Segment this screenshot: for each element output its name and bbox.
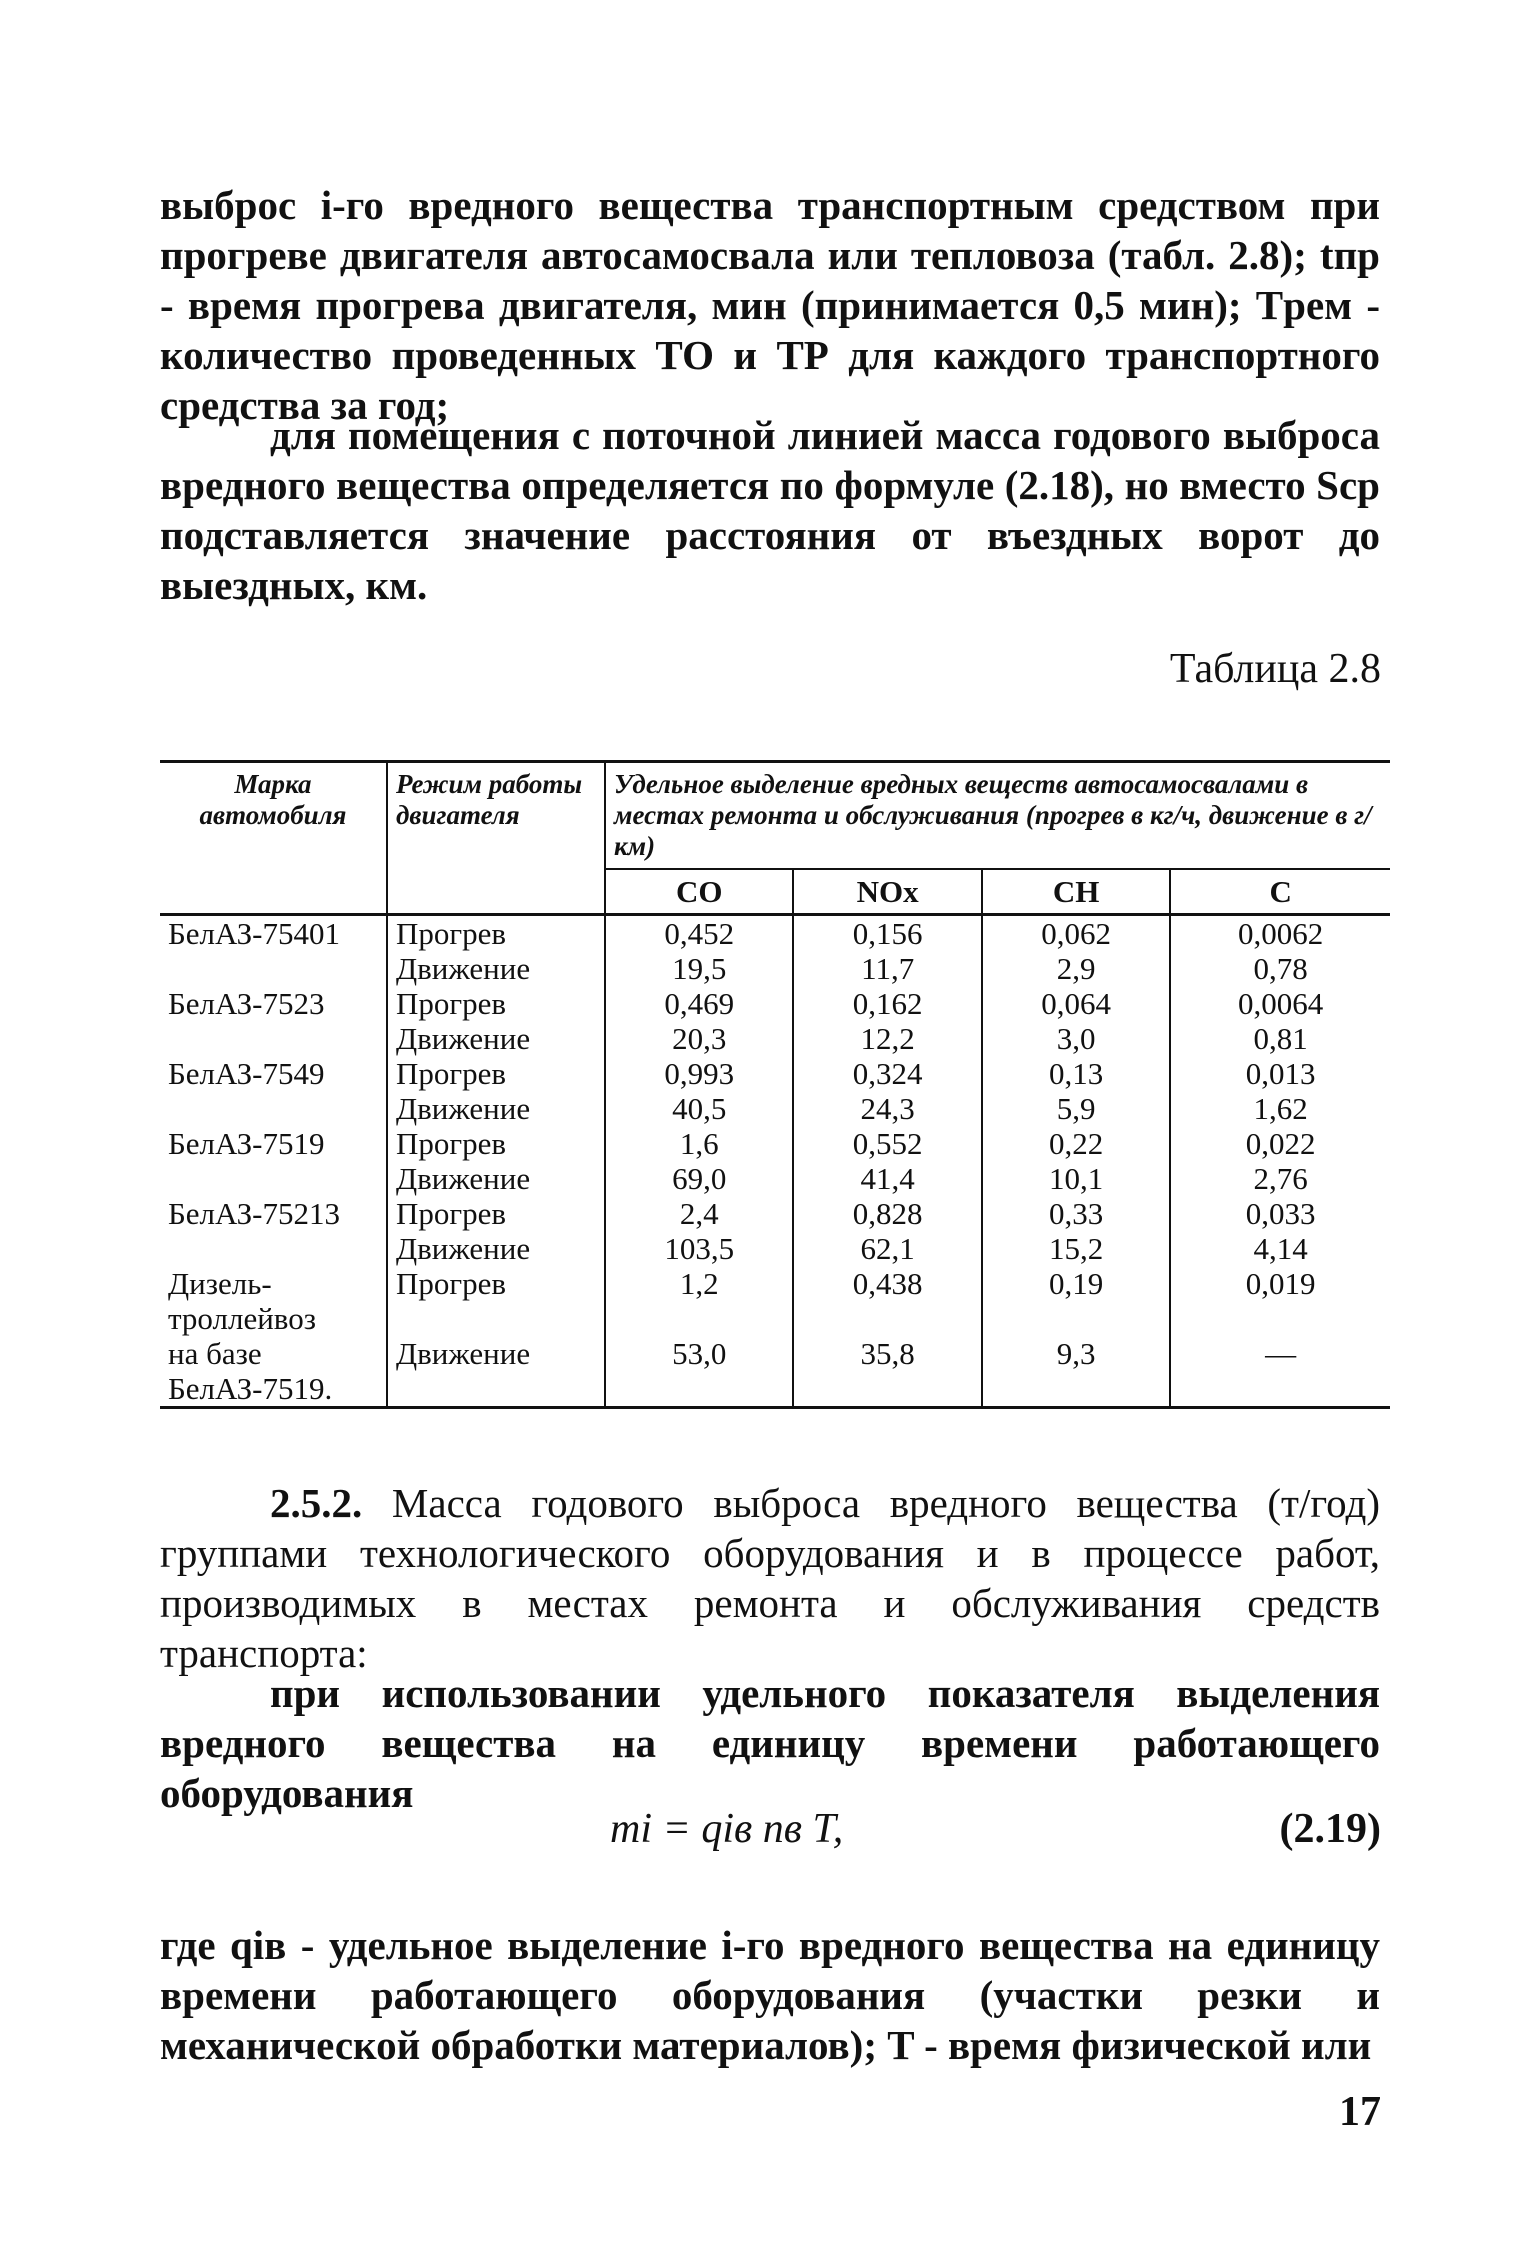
cell-nox: 12,2 bbox=[793, 1021, 981, 1056]
table-row bbox=[160, 1266, 1390, 1336]
cell-nox: 0,324 bbox=[793, 1056, 981, 1091]
cell-mode: Прогрев bbox=[387, 915, 605, 952]
cell-co: 0,993 bbox=[605, 1056, 793, 1091]
cell-ch: 0,064 bbox=[982, 986, 1170, 1021]
cell-nox: 24,3 bbox=[793, 1091, 981, 1126]
header-mode: Режим работы двигателя bbox=[387, 762, 605, 915]
table-row bbox=[160, 1336, 1390, 1408]
cell-mode: Движение bbox=[387, 951, 605, 986]
cell-ch: 2,9 bbox=[982, 951, 1170, 986]
paragraph-2-text: для помещения с поточной линией масса годового выброса вредного вещества определяется по формуле (2.18), но вместо Sср подставляется значение расстояния от въездных ворот до выездных, км. bbox=[160, 412, 1380, 608]
cell-mode: Прогрев bbox=[387, 1056, 605, 1091]
cell-nox: 11,7 bbox=[793, 951, 981, 986]
header-c: C bbox=[1170, 869, 1390, 915]
cell-nox: 0,162 bbox=[793, 986, 981, 1021]
paragraph-after-formula: где qiв - удельное выделение i-го вредного вещества на единицу времени работающего оборудования (участки резки и механической обработки материалов); T - время физической или bbox=[160, 1922, 1380, 2068]
cell-c: 0,0062 bbox=[1170, 915, 1390, 952]
cell-nox: 0,828 bbox=[793, 1196, 981, 1231]
paragraph-1: выброс i-го вредного вещества транспортным средством при прогреве двигателя автосамосвала или тепловоза (табл. 2.8); tпр - время прогрева двигателя, мин (принимается 0,5 мин); Tрем - количество проведенных ТО и ТР для каждого транспортного средства за год; bbox=[160, 182, 1380, 428]
cell-nox: 0,552 bbox=[793, 1126, 981, 1161]
paragraph-2 bbox=[160, 410, 1380, 610]
cell-brand bbox=[160, 1231, 387, 1266]
cell-mode: Прогрев bbox=[387, 1196, 605, 1231]
cell-ch: 5,9 bbox=[982, 1091, 1170, 1126]
cell-co: 69,0 bbox=[605, 1161, 793, 1196]
cell-nox: 41,4 bbox=[793, 1161, 981, 1196]
cell-brand: БелАЗ-7519 bbox=[168, 1126, 325, 1161]
cell-ch: 0,22 bbox=[982, 1126, 1170, 1161]
table-row bbox=[160, 915, 1390, 952]
cell-c: — bbox=[1170, 1336, 1390, 1408]
header-ch: CH bbox=[982, 869, 1170, 915]
cell-co: 0,452 bbox=[605, 915, 793, 952]
cell-brand: Дизель-троллейвоз bbox=[168, 1266, 316, 1336]
table-caption: Таблица 2.8 bbox=[1169, 646, 1381, 692]
section-paragraph-2 bbox=[160, 1668, 1380, 1818]
cell-c: 0,033 bbox=[1170, 1196, 1390, 1231]
header-co: CO bbox=[605, 869, 793, 915]
header-brand: Марка автомобиля bbox=[199, 769, 347, 830]
cell-ch: 0,19 bbox=[982, 1266, 1170, 1336]
table-row bbox=[160, 1196, 1390, 1231]
emissions-table bbox=[160, 760, 1390, 1409]
cell-co: 0,469 bbox=[605, 986, 793, 1021]
header-emission: Удельное выделение вредных веществ автосамосвалами в местах ремонта и обслуживания (прогрев в кг/ч, движение в г/км) bbox=[605, 762, 1390, 870]
cell-ch: 9,3 bbox=[982, 1336, 1170, 1408]
cell-co: 20,3 bbox=[605, 1021, 793, 1056]
cell-brand bbox=[160, 1091, 387, 1126]
cell-mode: Прогрев bbox=[387, 986, 605, 1021]
cell-brand bbox=[160, 951, 387, 986]
formula: mi = qiв nв T, bbox=[610, 1806, 844, 1852]
cell-c: 0,022 bbox=[1170, 1126, 1390, 1161]
cell-ch: 0,33 bbox=[982, 1196, 1170, 1231]
cell-co: 103,5 bbox=[605, 1231, 793, 1266]
table-row bbox=[160, 1021, 1390, 1056]
cell-nox: 0,438 bbox=[793, 1266, 981, 1336]
cell-co: 1,6 bbox=[605, 1126, 793, 1161]
table-row bbox=[160, 1161, 1390, 1196]
section-paragraph bbox=[160, 1478, 1380, 1678]
cell-nox: 0,156 bbox=[793, 915, 981, 952]
cell-co: 19,5 bbox=[605, 951, 793, 986]
cell-mode: Движение bbox=[387, 1021, 605, 1056]
section-paragraph-2-text: при использовании удельного показателя выделения вредного вещества на единицу времени работающего оборудования bbox=[160, 1670, 1380, 1816]
section-text: Масса годового выброса вредного вещества (т/год) группами технологического оборудования и в процессе работ, производимых в местах ремонта и обслуживания средств транспорта: bbox=[160, 1480, 1380, 1676]
cell-c: 0,013 bbox=[1170, 1056, 1390, 1091]
cell-brand: БелАЗ-75213 bbox=[168, 1196, 340, 1231]
cell-brand bbox=[160, 1021, 387, 1056]
cell-mode: Движение bbox=[387, 1091, 605, 1126]
cell-c: 2,76 bbox=[1170, 1161, 1390, 1196]
cell-ch: 0,13 bbox=[982, 1056, 1170, 1091]
cell-nox: 35,8 bbox=[793, 1336, 981, 1408]
cell-c: 0,019 bbox=[1170, 1266, 1390, 1336]
cell-ch: 0,062 bbox=[982, 915, 1170, 952]
table-row bbox=[160, 1231, 1390, 1266]
cell-ch: 3,0 bbox=[982, 1021, 1170, 1056]
header-nox: NOx bbox=[793, 869, 981, 915]
table-row bbox=[160, 1091, 1390, 1126]
cell-ch: 10,1 bbox=[982, 1161, 1170, 1196]
cell-mode: Прогрев bbox=[387, 1126, 605, 1161]
cell-c: 0,78 bbox=[1170, 951, 1390, 986]
cell-mode: Прогрев bbox=[387, 1266, 605, 1336]
cell-c: 0,0064 bbox=[1170, 986, 1390, 1021]
cell-brand: на базе БелАЗ-7519. bbox=[168, 1336, 333, 1406]
cell-c: 0,81 bbox=[1170, 1021, 1390, 1056]
cell-brand: БелАЗ-7523 bbox=[168, 986, 325, 1021]
cell-c: 1,62 bbox=[1170, 1091, 1390, 1126]
table-row bbox=[160, 986, 1390, 1021]
cell-brand: БелАЗ-7549 bbox=[168, 1056, 325, 1091]
table-row bbox=[160, 1056, 1390, 1091]
cell-co: 2,4 bbox=[605, 1196, 793, 1231]
cell-co: 1,2 bbox=[605, 1266, 793, 1336]
cell-mode: Движение bbox=[387, 1336, 605, 1408]
cell-nox: 62,1 bbox=[793, 1231, 981, 1266]
cell-co: 53,0 bbox=[605, 1336, 793, 1408]
formula-number: (2.19) bbox=[1279, 1806, 1381, 1852]
cell-c: 4,14 bbox=[1170, 1231, 1390, 1266]
cell-brand: БелАЗ-75401 bbox=[168, 916, 340, 951]
cell-brand bbox=[160, 1161, 387, 1196]
table-row bbox=[160, 1126, 1390, 1161]
cell-ch: 15,2 bbox=[982, 1231, 1170, 1266]
cell-co: 40,5 bbox=[605, 1091, 793, 1126]
section-number: 2.5.2. bbox=[270, 1480, 363, 1526]
page-number: 17 bbox=[1339, 2089, 1381, 2135]
cell-mode: Движение bbox=[387, 1161, 605, 1196]
table-row bbox=[160, 951, 1390, 986]
cell-mode: Движение bbox=[387, 1231, 605, 1266]
